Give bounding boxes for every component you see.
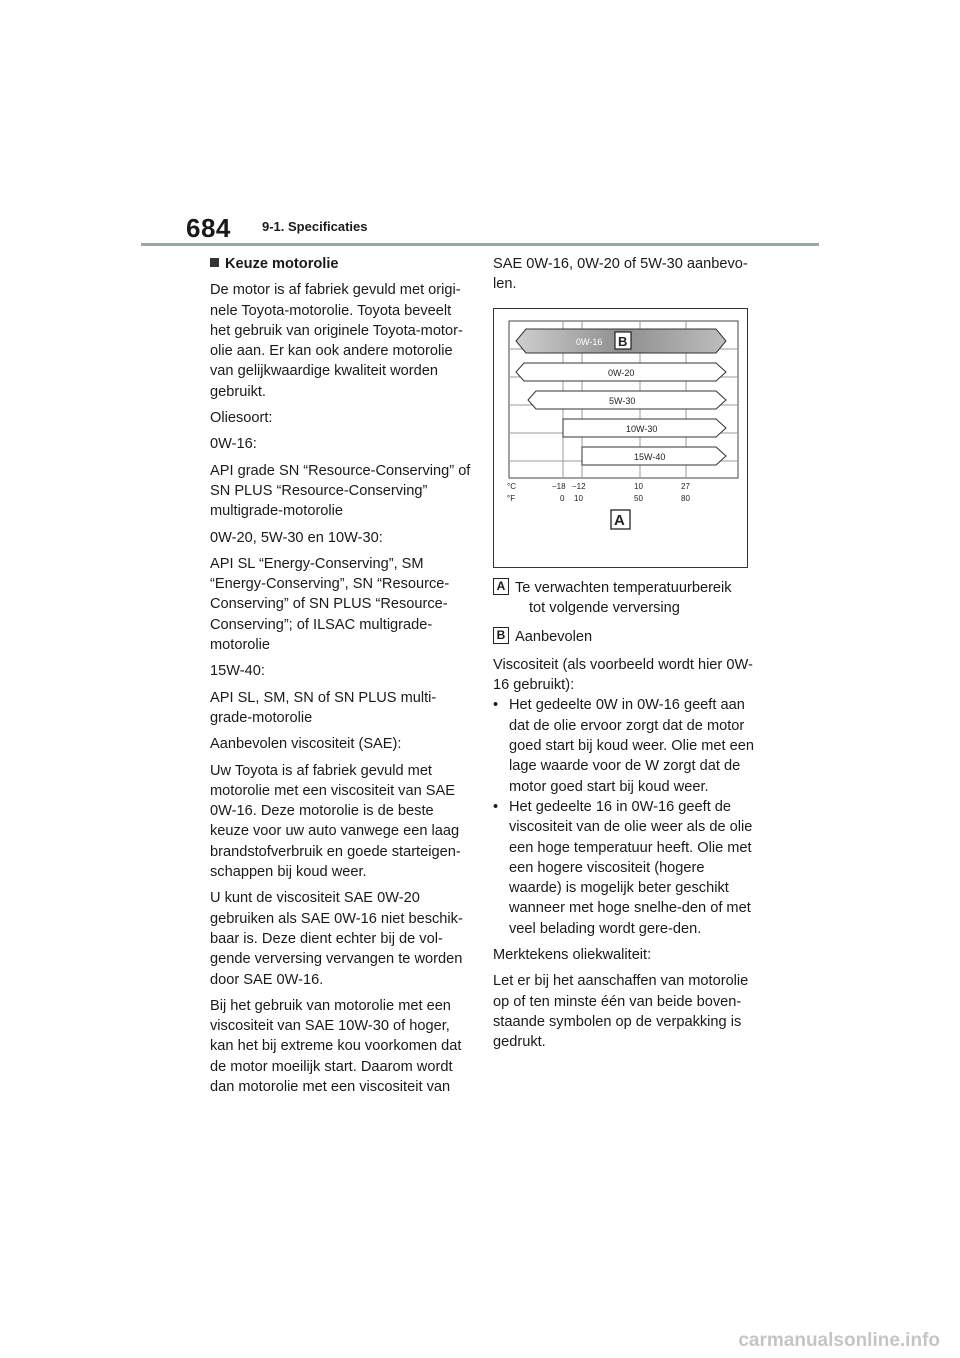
left-column — [210, 254, 475, 1103]
paragraph: Uw Toyota is af fabriek gevuld met motorolie met een viscositeit van SAE 0W-16. Deze motorolie is de beste keuze voor uw auto vanwege een laag brandstofverbruik en goede starteigen-schappen bij koud weer. — [210, 762, 461, 881]
quality-text: Let er bij het aanschaffen van motorolie op of ten minste één van beide boven-staande symbolen op de verpakking is gedrukt. — [493, 973, 749, 1051]
bullet-item: • Het gedeelte 16 in 0W-16 geeft de viscositeit van de olie weer als de olie een hoge temperatuur heeft. Olie met een hogere viscositeit (hogere waarde) is mogelijk beter geschikt wanneer met hoge snelhe-den of met veel belading wordt gere-den. — [493, 798, 753, 937]
legend-a-text-cont: tot volgende verversing — [529, 600, 680, 617]
grade-label-10w30: 10W-30 — [626, 424, 658, 434]
header-divider — [141, 243, 819, 246]
tick-c: −18 — [552, 482, 566, 491]
unit-celsius: °C — [507, 482, 516, 491]
tick-c: 27 — [681, 482, 690, 491]
range-marker-label: A — [614, 512, 625, 529]
recommended-marker-label: B — [618, 334, 628, 349]
tick-f: 10 — [574, 494, 583, 503]
paragraph: API SL “Energy-Conserving”, SM “Energy-Conserving”, SN “Resource-Conserving” of SN PLUS “Resource-Conserving”; of ILSAC multigrade-motorolie — [210, 555, 450, 654]
legend-b-text: Aanbevolen — [515, 628, 593, 645]
paragraph: 0W-16: — [210, 436, 257, 453]
paragraph: 0W-20, 5W-30 en 10W-30: — [210, 529, 383, 546]
grade-label-15w40: 15W-40 — [634, 452, 666, 462]
paragraph: API SL, SM, SN of SN PLUS multi-grade-motorolie — [210, 689, 437, 726]
quality-heading: Merktekens oliekwaliteit: — [493, 947, 652, 964]
grade-label-5w30: 5W-30 — [609, 396, 636, 406]
legend-a — [493, 578, 758, 619]
section-heading — [210, 254, 475, 274]
heading-text: Keuze motorolie — [225, 256, 339, 272]
viscosity-figure — [493, 308, 748, 568]
paragraph: Oliesoort: — [210, 410, 273, 427]
paragraph: 15W-40: — [210, 663, 265, 680]
paragraph: De motor is af fabriek gevuld met origi-nele Toyota-motorolie. Toyota beveelt het gebruik van originele Toyota-motor-olie aan. Er kan ook andere motorolie van gelijkwaardige kwaliteit worden gebruikt. — [210, 282, 463, 400]
legend-b-key: B — [493, 627, 509, 644]
viscosity-intro: Viscositeit (als voorbeeld wordt hier 0W-16 gebruikt): — [493, 656, 753, 694]
watermark: carmanualsonline.info — [738, 1330, 940, 1351]
paragraph: U kunt de viscositeit SAE 0W-20 gebruiken als SAE 0W-16 niet beschik-baar is. Deze dient echter bij de vol-gende verversing vervangen te worden door SAE 0W-16. — [210, 890, 463, 988]
paragraph: Bij het gebruik van motorolie met een viscositeit van SAE 10W-30 of hoger, kan het bij extreme kou voorkomen dat de motor moeilijk start. Daarom wordt dan motorolie met een viscositeit van — [210, 997, 462, 1095]
legend-a-text: Te verwachten temperatuurbereik — [515, 580, 732, 596]
right-column-body — [493, 578, 758, 1059]
tick-c: −12 — [572, 482, 586, 491]
tick-f: 50 — [634, 494, 643, 503]
right-column-intro — [493, 254, 758, 301]
square-bullet-icon — [210, 258, 219, 267]
unit-fahrenheit: °F — [507, 494, 516, 503]
viscosity-chart — [494, 309, 747, 567]
tick-f: 80 — [681, 494, 690, 503]
paragraph: API grade SN “Resource-Conserving” of SN PLUS “Resource-Conserving” multigrade-motorolie — [210, 462, 471, 520]
grade-label-0w20: 0W-20 — [608, 368, 635, 378]
tick-f: 0 — [560, 494, 565, 503]
intro-text: SAE 0W-16, 0W-20 of 5W-30 aanbevo-len. — [493, 256, 748, 293]
section-title: 9-1. Specificaties — [262, 219, 368, 234]
legend-a-key: A — [493, 578, 509, 595]
legend-b — [493, 627, 758, 647]
bullet-item: • Het gedeelte 0W in 0W-16 geeft aan dat de olie ervoor zorgt dat de motor goed start bij koud weer. Olie met een lage waarde voor de W zorgt dat de motor goed start bij koud weer. — [493, 697, 754, 795]
tick-c: 10 — [634, 482, 643, 491]
grade-label-0w16: 0W-16 — [576, 337, 603, 347]
page-number: 684 — [186, 213, 231, 243]
paragraph: Aanbevolen viscositeit (SAE): — [210, 736, 402, 753]
